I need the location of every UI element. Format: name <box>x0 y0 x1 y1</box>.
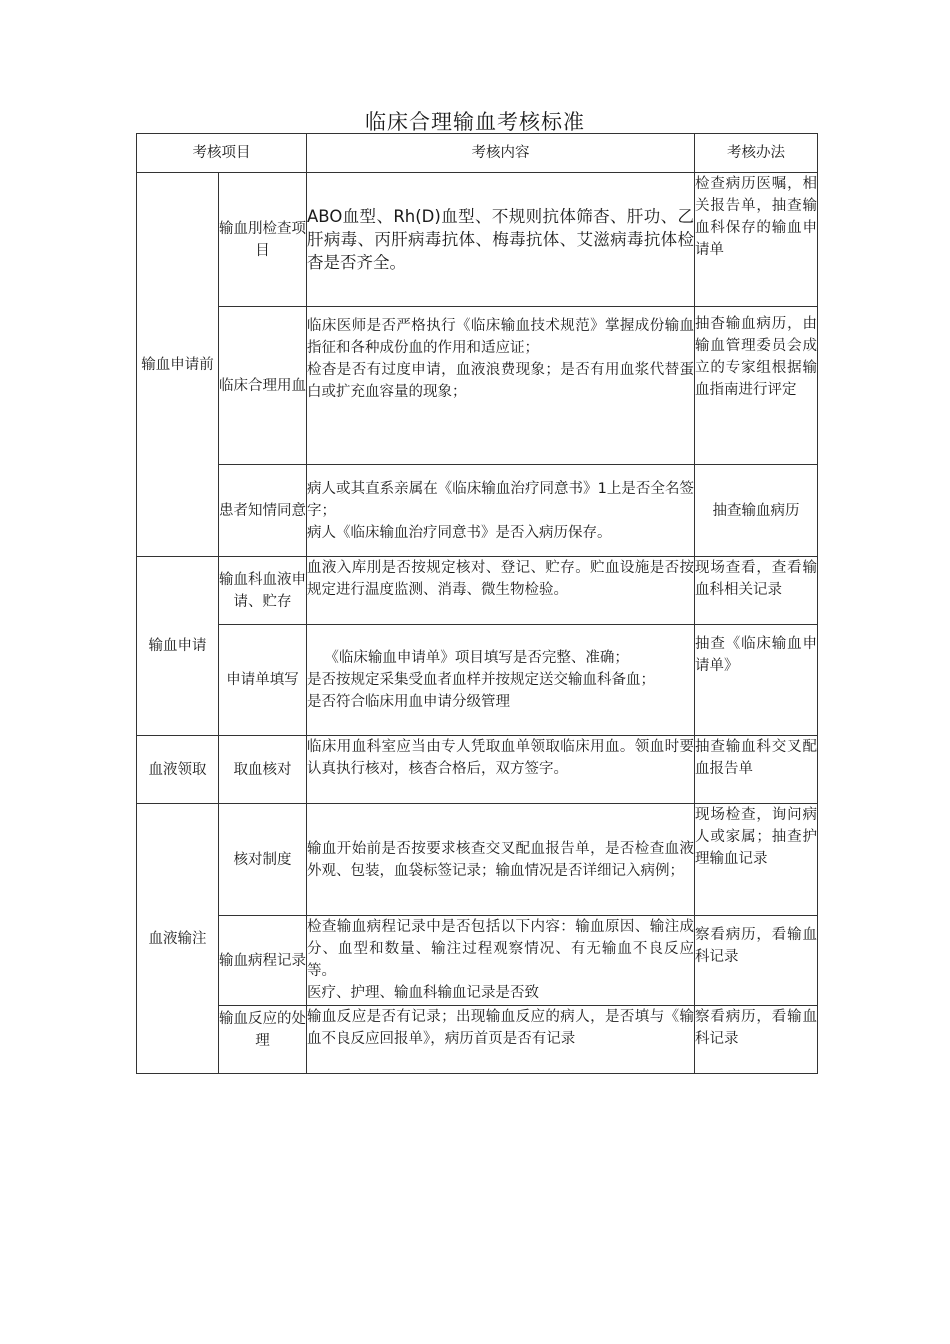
method-cell: 察看病历，看输血科记录 <box>695 1006 818 1074</box>
table-row <box>137 1006 818 1074</box>
method-cell: 抽查输血病历 <box>695 465 818 557</box>
content-cell: 《临床输血申请单》项目填写是否完整、准确； 是否按规定采集受血者血样并按规定送交输血科备血； 是否符合临床用血申请分级管理 <box>307 625 695 736</box>
content-cell: 输血反应是否有记录；出现输血反应的病人，是否填与《输血不良反应回报单》，病历首页是否有记录 <box>307 1006 695 1074</box>
content-cell: 检查输血病程记录中是否包括以下内容：输血原因、输注成分、血型和数量、输注过程观察情况、有无输血不良反应等。 医疗、护理、输血科输血记录是否致 <box>307 916 695 1006</box>
subitem-cell: 输血反应的处理 <box>219 1006 307 1074</box>
assessment-table <box>136 133 818 1074</box>
subitem-cell: 输血科血液申请、贮存 <box>219 557 307 625</box>
category-cell: 血液输注 <box>137 804 219 1074</box>
method-cell: 检查病历医嘱，相关报告单，抽查输血科保存的输血申请单 <box>695 173 818 307</box>
content-cell: 输血开始前是否按要求核查交叉配血报告单，是否检查血液外观、包装，血袋标签记录；输血情况是否详细记入病例； <box>307 804 695 916</box>
method-cell: 抽查输血科交叉配血报告单 <box>695 736 818 804</box>
subitem-cell: 申请单填写 <box>219 625 307 736</box>
subitem-cell: 患者知情同意 <box>219 465 307 557</box>
category-cell: 输血申请 <box>137 557 219 736</box>
category-cell: 血液领取 <box>137 736 219 804</box>
table-row <box>137 625 818 736</box>
subitem-cell: 取血核对 <box>219 736 307 804</box>
method-cell: 现场检查，询问病人或家属；抽查护理输血记录 <box>695 804 818 916</box>
table-row <box>137 804 818 916</box>
content-cell: 临床用血科室应当由专人凭取血单领取临床用血。领血时要认真执行核对，核杳合格后，双方签字。 <box>307 736 695 804</box>
subitem-cell: 核对制度 <box>219 804 307 916</box>
table-row <box>137 557 818 625</box>
subitem-cell: 输血病程记录 <box>219 916 307 1006</box>
method-cell: 抽查《临床输血申请单》 <box>695 625 818 736</box>
header-item: 考核项目 <box>137 134 307 173</box>
content-cell: ABO血型、Rh(D)血型、不规则抗体筛杳、肝功、乙肝病毒、丙肝病毒抗体、梅毒抗体、艾滋病毒抗体检杳是否齐全。 <box>307 173 695 307</box>
content-cell: 临床医师是否严格执行《临床输血技术规范》掌握成份输血指征和各种成份血的作用和适应证； 检杳是否有过度申请，血液浪费现象；是否有用血浆代替蛋白或扩充血容量的现象； <box>307 307 695 465</box>
table-row <box>137 465 818 557</box>
subitem-cell: 输血刖检查项目 <box>219 173 307 307</box>
content-cell: 病人或其直系亲属在《临床输血治疗同意书》1上是否全名签字； 病人《临床输血治疗同意书》是否入病历保存。 <box>307 465 695 557</box>
table-row <box>137 916 818 1006</box>
subitem-cell: 临床合理用血 <box>219 307 307 465</box>
content-cell: 血液入库刖是否按规定核对、登记、贮存。贮血设施是否按规定进行温度监测、消毒、微生物检验。 <box>307 557 695 625</box>
method-cell: 现场查看，查看输血科相关记录 <box>695 557 818 625</box>
method-cell: 抽杳输血病历，由输血管理委员会成立的专家组根据输血指南进行评定 <box>695 307 818 465</box>
table-row <box>137 173 818 307</box>
header-row <box>137 134 818 173</box>
header-method: 考核办法 <box>695 134 818 173</box>
header-content: 考核内容 <box>307 134 695 173</box>
category-cell: 输血申请前 <box>137 173 219 557</box>
table-row <box>137 307 818 465</box>
table-row <box>137 736 818 804</box>
method-cell: 察看病历，看输血科记录 <box>695 916 818 1006</box>
document-title: 临床合理输血考核标准 <box>365 110 585 134</box>
